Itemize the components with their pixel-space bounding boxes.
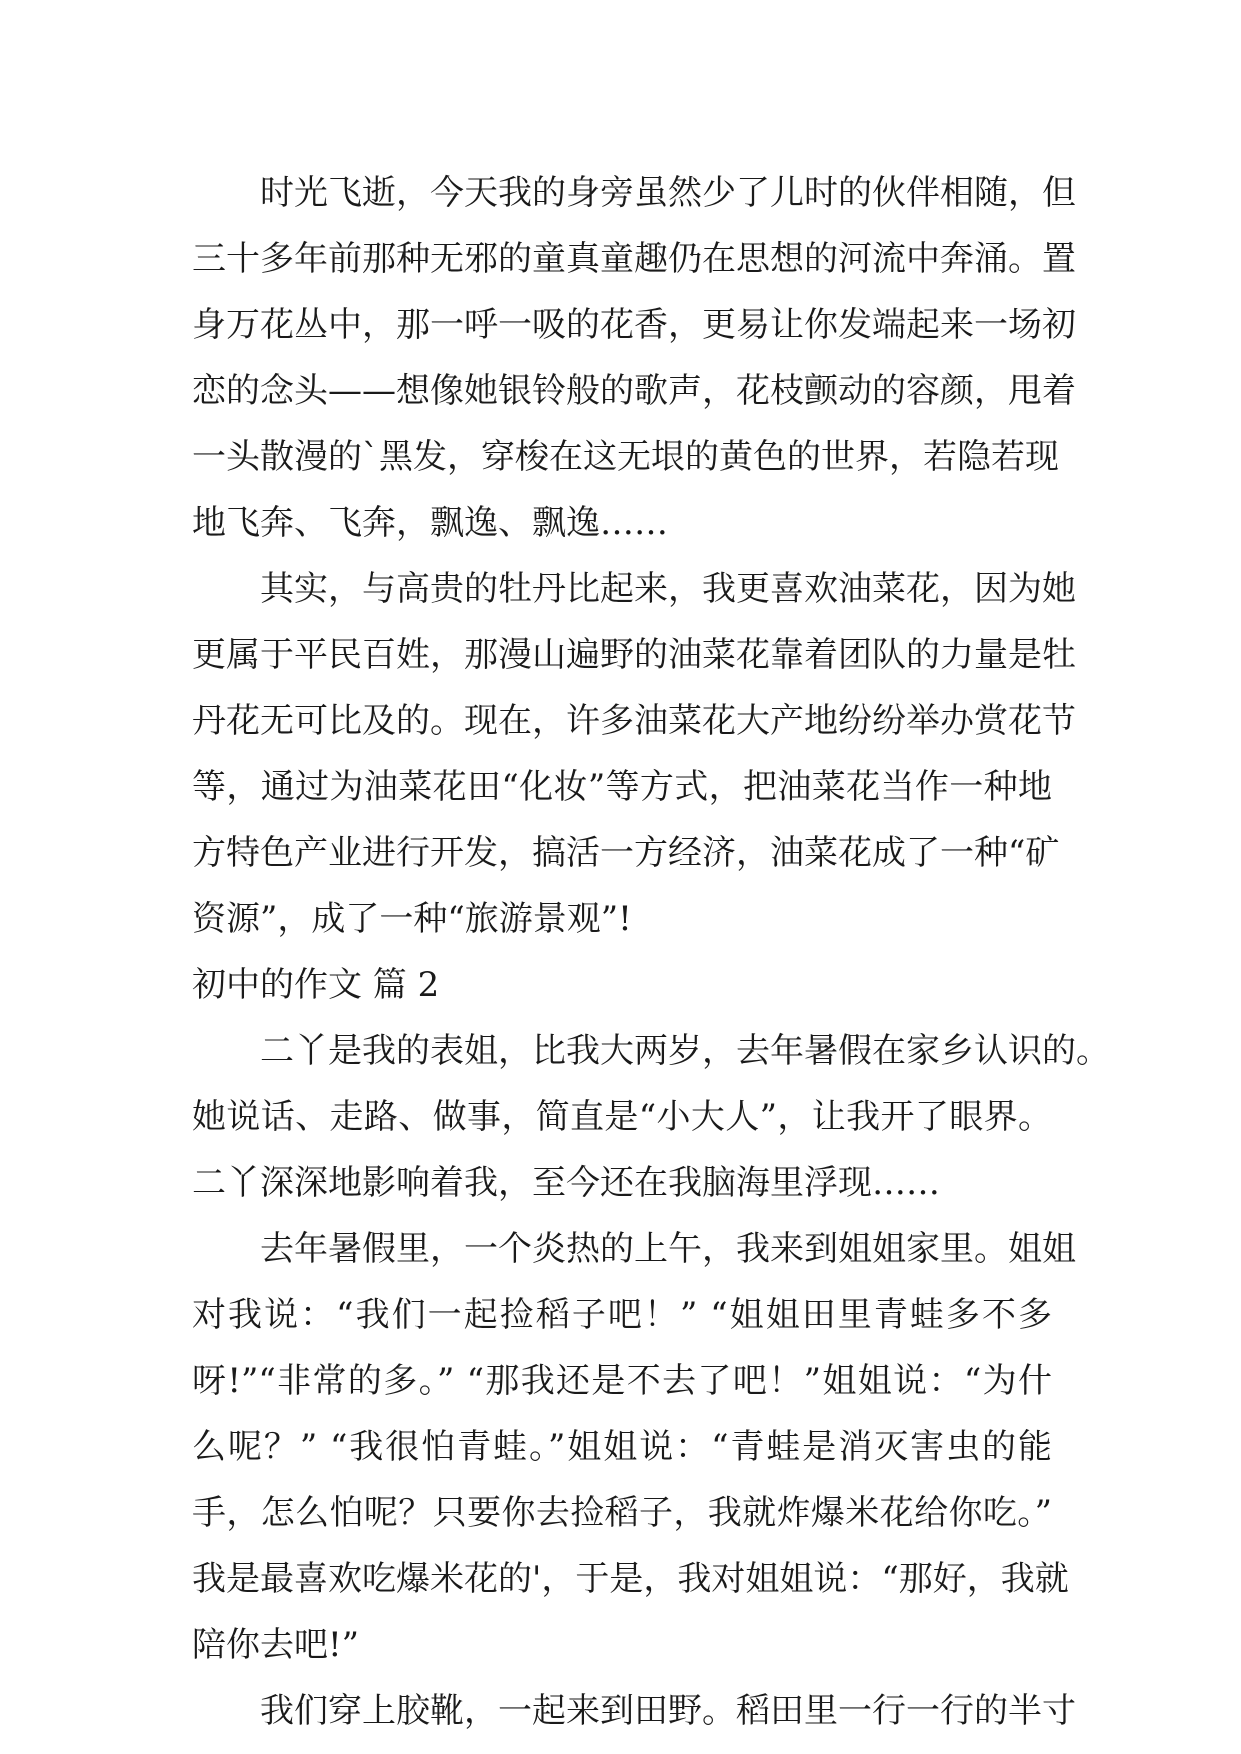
paragraph — [192, 1216, 1076, 1678]
paragraph-line: 时光飞逝，今天我的身旁虽然少了儿时的伙伴相随，但 — [260, 173, 1076, 213]
paragraph — [192, 1018, 1110, 1216]
paragraph-line: 资源”，成了一种“旅游景观”! — [192, 899, 632, 939]
paragraph-line: 我们穿上胶靴，一起来到田野。稻田里一行一行的半寸 — [260, 1691, 1076, 1731]
paragraph-line: 三十多年前那种无邪的童真童趣仍在思想的河流中奔涌。置 — [192, 239, 1076, 279]
paragraph-line: 丹花无可比及的。现在，许多油菜花大产地纷纷举办赏花节 — [192, 701, 1076, 741]
paragraph-line: 陪你去吧!” — [192, 1625, 360, 1665]
paragraph-line: 手，怎么怕呢？只要你去捡稻子，我就炸爆米花给你吃。” — [192, 1493, 1052, 1533]
paragraph-line: 我是最喜欢吃爆米花的'，于是，我对姐姐说：“那好，我就 — [192, 1559, 1069, 1599]
paragraph-line: 对我说：“我们一起捡稻子吧！” “姐姐田里青蛙多不多 — [192, 1295, 1052, 1335]
paragraph — [192, 160, 1076, 556]
paragraph-line: 一头散漫的`黑发，穿梭在这无垠的黄色的世界，若隐若现 — [192, 437, 1059, 477]
paragraph-line: 恋的念头——想像她银铃般的歌声，花枝颤动的容颜，甩着 — [192, 371, 1076, 411]
paragraph-line: 二丫深深地影响着我，至今还在我脑海里浮现…… — [192, 1163, 940, 1203]
paragraph-line: 身万花丛中，那一呼一吸的花香，更易让你发端起来一场初 — [192, 305, 1076, 345]
paragraph-line: 呀!”“非常的多。” “那我还是不去了吧！”姐姐说：“为什 — [192, 1361, 1052, 1401]
paragraph-line: 地飞奔、飞奔，飘逸、飘逸…… — [192, 503, 668, 543]
paragraph — [192, 556, 1076, 952]
paragraph-line: 她说话、走路、做事，简直是“小大人”，让我开了眼界。 — [192, 1097, 1052, 1137]
paragraph-line: 二丫是我的表姐，比我大两岁，去年暑假在家乡认识的。 — [260, 1031, 1110, 1071]
paragraph-line: 等，通过为油菜花田“化妆”等方式，把油菜花当作一种地 — [192, 767, 1052, 807]
paragraph-line: 方特色产业进行开发，搞活一方经济，油菜花成了一种“矿 — [192, 833, 1060, 873]
paragraph-line: 去年暑假里，一个炎热的上午，我来到姐姐家里。姐姐 — [260, 1229, 1076, 1269]
paragraph-line: 其实，与高贵的牡丹比起来，我更喜欢油菜花，因为她 — [260, 569, 1076, 609]
text-column — [192, 160, 1110, 1744]
paragraph-line: 更属于平民百姓，那漫山遍野的油菜花靠着团队的力量是牡 — [192, 635, 1076, 675]
section-heading: 初中的作文 篇 2 — [192, 965, 440, 1005]
paragraph — [192, 1678, 1076, 1744]
paragraph-line: 么呢？” “我很怕青蛙。”姐姐说：“青蛙是消灭害虫的能 — [192, 1427, 1052, 1467]
